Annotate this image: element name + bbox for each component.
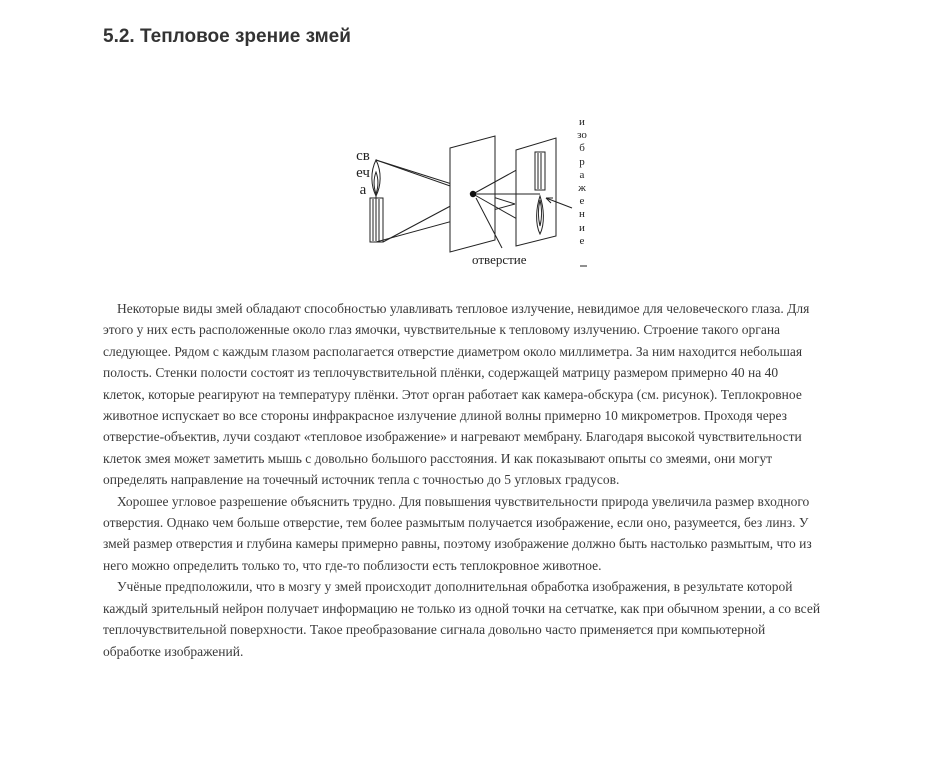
- image-candle: [535, 152, 545, 190]
- paragraph: Учёные предположили, что в мозгу у змей происходит дополнительная обработка изображения, в результате которой каждый зрительный нейрон получает информацию не только из одной точки на сетчатке, как при обычном зрении, а со всей теплочувствительной поверхности. Такое преобразование сигнала довольно часто применяется при компьютерной обработке изображений.: [103, 579, 821, 659]
- camera-obscura-figure: [340, 112, 600, 277]
- pinhole: [470, 191, 476, 197]
- candle-flame: [372, 160, 380, 196]
- article-body: [103, 298, 823, 662]
- hole-label: отверстие: [472, 252, 527, 267]
- camera-obscura-diagram: [340, 112, 600, 277]
- paragraph: Некоторые виды змей обладают способностью улавливать тепловое излучение, невидимое для человеческого глаза. Для этого у них есть расположенные около глаз ямочки, чувствительные к тепловому излучению. Строение такого органа следующее. Рядом с каждым глазом располагается отверстие диаметром около миллиметра. За ним находится небольшая полость. Стенки полости состоят из теплочувствительной плёнки, содержащей матрицу размером примерно 40 на 40 клеток, которые реагируют на температуру плёнки. Этот орган работает как камера-обскура (см. рисунок). Теплокровное животное испускает во все стороны инфракрасное излучение длиной волны примерно 10 микрометров. Проходя через отверстие-объектив, лучи создают «тепловое изображение» и нагревают мембрану. Благодаря высокой чувствительности клеток змея может заметить мышь с довольно большого расстояния. И как показывают опыты со змеями, они могут определять направление на точечный источник тепла с точностью до 5 угловых градусов.: [103, 301, 810, 488]
- paragraph: Хорошее угловое разрешение объяснить трудно. Для повышения чувствительности природа увеличила размер входного отверстия. Однако чем больше отверстие, тем более размытым получается изображение, если оно, разумеется, без линз. У змей размер отверстия и глубина камеры примерно равны, поэтому изображение должно быть настолько размытым, что из него можно определить только то, что где-то поблизости есть теплокровное животное.: [103, 493, 812, 573]
- image-label: изображение: [577, 116, 587, 247]
- candle-label: свеча: [356, 148, 370, 198]
- section-heading: 5.2. Тепловое зрение змей: [103, 26, 351, 47]
